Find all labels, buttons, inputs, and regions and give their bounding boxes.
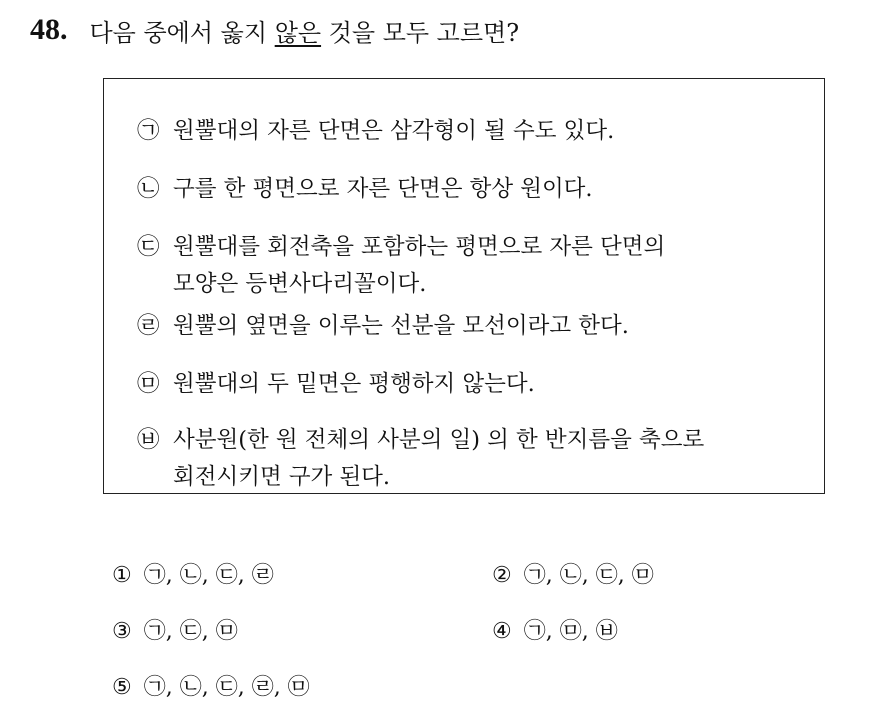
choice-number: ④ — [492, 619, 512, 644]
statement-text: 원뿔대의 자른 단면은 삼각형이 될 수도 있다. — [173, 118, 615, 144]
statement-text-line-2: 모양은 등변사다리꼴이다. — [173, 271, 427, 297]
statement-marker: ㉡ — [137, 176, 160, 202]
statement-box — [103, 78, 825, 494]
choice-text: ㉠, ㉢, ㉤ — [143, 619, 238, 644]
statement-marker: ㉣ — [137, 313, 160, 339]
statement-1 — [137, 113, 614, 150]
question-number: 48. — [30, 13, 68, 46]
choice-number: ② — [492, 563, 512, 588]
statement-4 — [137, 308, 629, 345]
statement-text-line-2: 회전시키면 구가 된다. — [173, 464, 391, 490]
statement-marker: ㉢ — [137, 234, 160, 260]
statement-marker: ㉤ — [137, 371, 160, 397]
statement-text: 원뿔대의 두 밑면은 평행하지 않는다. — [173, 371, 535, 397]
choice-number: ⑤ — [112, 675, 132, 700]
statement-3 — [137, 229, 665, 303]
statement-text: 구를 한 평면으로 자른 단면은 항상 원이다. — [173, 176, 593, 202]
question-text-after: 것을 모두 고르면? — [321, 18, 520, 47]
statement-2 — [137, 171, 593, 208]
statement-marker: ㉥ — [137, 427, 160, 453]
statement-text-line-1: 원뿔대를 회전축을 포함하는 평면으로 자른 단면의 — [173, 234, 666, 260]
choice-text: ㉠, ㉡, ㉢, ㉣, ㉤ — [143, 675, 310, 700]
choice-number: ③ — [112, 619, 132, 644]
statement-text-line-1: 사분원(한 원 전체의 사분의 일) 의 한 반지름을 축으로 — [173, 427, 705, 453]
choice-text: ㉠, ㉤, ㉥ — [523, 619, 618, 644]
choice-number: ① — [112, 563, 132, 588]
statement-marker: ㉠ — [137, 118, 160, 144]
question-header — [30, 10, 519, 50]
choice-text: ㉠, ㉡, ㉢, ㉣ — [143, 563, 274, 588]
choice-5[interactable] — [112, 673, 310, 703]
choice-3[interactable] — [112, 617, 238, 647]
question-text-underlined: 않은 — [274, 18, 322, 47]
choice-text: ㉠, ㉡, ㉢, ㉤ — [523, 563, 654, 588]
statement-6 — [137, 422, 704, 496]
statement-text: 원뿔의 옆면을 이루는 선분을 모선이라고 한다. — [173, 313, 629, 339]
choice-1[interactable] — [112, 561, 274, 591]
choice-2[interactable] — [492, 561, 654, 591]
choice-4[interactable] — [492, 617, 618, 647]
question-text — [90, 13, 520, 48]
statement-5 — [137, 366, 535, 403]
question-text-before: 다음 중에서 옳지 — [89, 18, 275, 47]
